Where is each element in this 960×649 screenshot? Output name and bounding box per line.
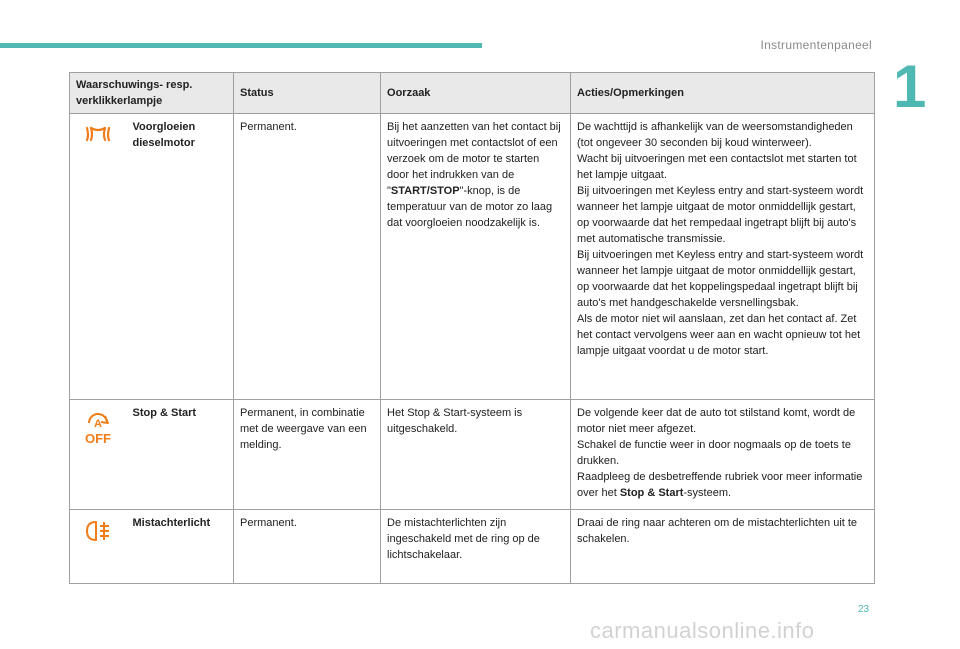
action-paragraph: Bij uitvoeringen met Keyless entry and start-systeem wordt wanneer het lampje uitgaat de motor onmiddellijk gestart, op voorwaarde dat het rempedaal ingetrapt blijft bij auto's met automatische transmissie. bbox=[577, 185, 864, 245]
action-paragraph: Bij uitvoeringen met Keyless entry and start-systeem wordt wanneer het lampje uitgaat de motor onmiddellijk gestart, op voorwaarde dat het koppelingspedaal ingetrapt blijft bij auto's met handgeschakelde versnellingsbak. bbox=[577, 249, 864, 309]
stop-start-icon-label: OFF bbox=[85, 431, 112, 446]
cause-text: Bij het aanzetten van het contact bij uitvoeringen met contactslot of een verzoek om de motor te starten door het indrukken van de " bbox=[387, 121, 561, 197]
table-row bbox=[70, 114, 875, 400]
row-action-cell: Draai de ring naar achteren om de mistachterlichten uit te schakelen. bbox=[571, 510, 875, 584]
column-header-status: Status bbox=[234, 73, 381, 114]
row-status-cell: Permanent. bbox=[234, 510, 381, 584]
cause-text-continued: "-knop, is de temperatuur van de motor zo laag dat voorgloeien noodzakelijk is. bbox=[387, 185, 553, 229]
action-feature-name: Stop & Start bbox=[619, 487, 684, 499]
stop-start-off-icon bbox=[83, 418, 113, 449]
row-cause-cell bbox=[381, 114, 571, 400]
row-cause-cell: De mistachterlichten zijn ingeschakeld met de ring op de lichtschakelaar. bbox=[381, 510, 571, 584]
column-header-actions: Acties/Opmerkingen bbox=[571, 73, 875, 114]
action-paragraph: De wachttijd is afhankelijk van de weersomstandigheden (tot ongeveer 30 seconden bij koud winterweer). bbox=[577, 121, 853, 149]
row-name-cell: Mistachterlicht bbox=[127, 510, 234, 584]
lamp-name: Voorgloeien bbox=[132, 121, 196, 133]
action-paragraph bbox=[577, 469, 868, 501]
table-row bbox=[70, 510, 875, 584]
row-name-cell bbox=[127, 114, 234, 400]
row-action-cell bbox=[571, 400, 875, 510]
row-status-cell: Permanent. bbox=[234, 114, 381, 400]
action-paragraph: Als de motor niet wil aanslaan, zet dan het contact af. Zet het contact vervolgens weer aan en wacht opnieuw tot het lampje uitgaat voordat u de motor start. bbox=[577, 313, 861, 357]
lamp-name-continued: dieselmotor bbox=[132, 137, 195, 149]
rear-fog-light-icon bbox=[84, 533, 112, 545]
chapter-number: 1 bbox=[893, 53, 927, 120]
column-header-cause: Oorzaak bbox=[381, 73, 571, 114]
watermark: carmanualsonline.info bbox=[590, 618, 815, 643]
action-paragraph: De volgende keer dat de auto tot stilstand komt, wordt de motor niet meer afgezet. bbox=[577, 407, 856, 435]
action-paragraph: Wacht bij uitvoeringen met een contactslot met starten tot het lampje uitgaat. bbox=[577, 153, 857, 181]
row-status-cell: Permanent, in combinatie met de weergave van een melding. bbox=[234, 400, 381, 510]
action-text: Raadpleeg de desbetreffende rubriek voor meer informatie over het bbox=[577, 471, 863, 499]
warning-lights-table bbox=[69, 72, 875, 584]
glow-plug-icon bbox=[85, 135, 111, 147]
action-text-continued: -systeem. bbox=[683, 487, 732, 499]
cause-button-name: START/STOP bbox=[390, 185, 460, 197]
row-name-cell: Stop & Start bbox=[127, 400, 234, 510]
header-accent-bar bbox=[0, 43, 482, 48]
stop-start-icon-letter: A bbox=[94, 418, 103, 430]
section-title: Instrumentenpaneel bbox=[760, 38, 872, 52]
row-action-cell bbox=[571, 114, 875, 400]
page-number: 23 bbox=[858, 604, 870, 615]
action-paragraph: Schakel de functie weer in door nogmaals op de toets te drukken. bbox=[577, 439, 851, 467]
table-row bbox=[70, 400, 875, 510]
row-cause-cell: Het Stop & Start-systeem is uitgeschakeld. bbox=[381, 400, 571, 510]
table-header-row bbox=[70, 73, 875, 114]
row-icon-cell bbox=[70, 114, 127, 400]
row-icon-cell bbox=[70, 400, 127, 510]
row-icon-cell bbox=[70, 510, 127, 584]
column-header-lamp: Waarschuwings- resp. verklikkerlampje bbox=[70, 73, 234, 114]
